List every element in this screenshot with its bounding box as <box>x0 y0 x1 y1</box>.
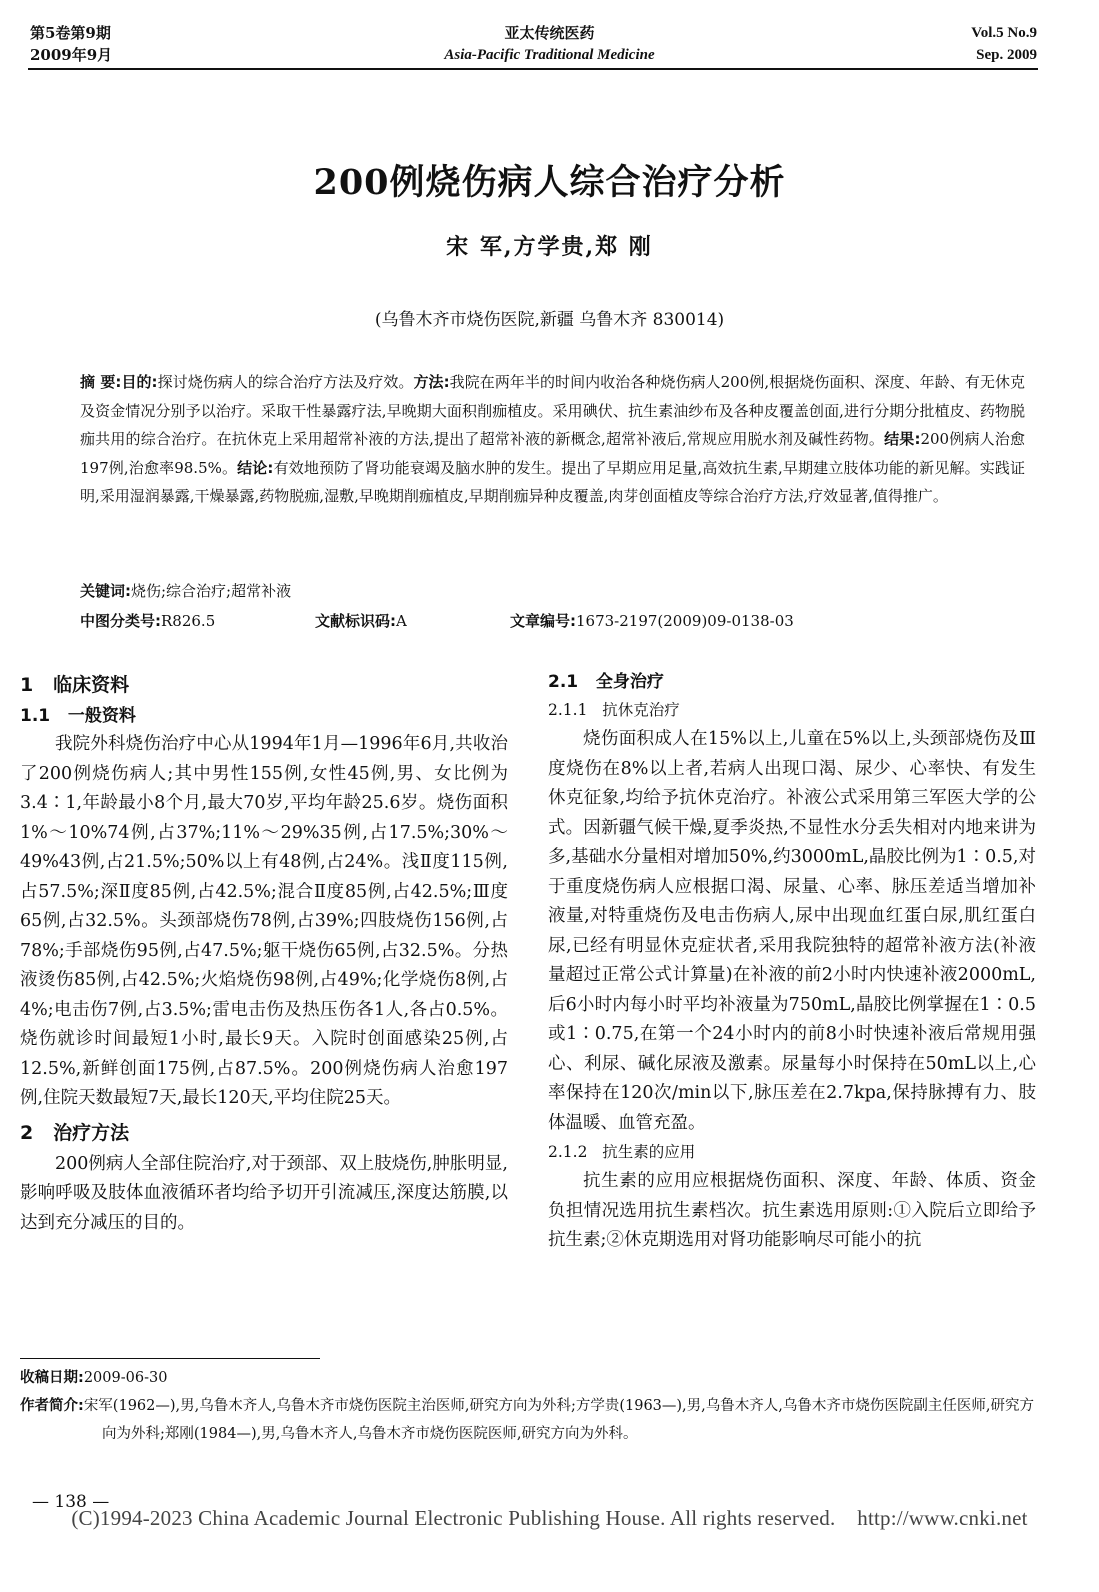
volume-issue: 第5卷第9期 <box>30 24 111 42</box>
doc-code-value: A <box>396 612 407 630</box>
issue-date-en: Sep. 2009 <box>976 47 1037 63</box>
section-2-heading: 2 治疗方法 <box>20 1121 130 1144</box>
section-1-1-text: 我院外科烧伤治疗中心从1994年1月—1996年6月,共收治了200例烧伤病人;其中男性155例,女性45例,男、女比例为3.4∶1,年龄最小8个月,最大70岁,平均年龄25.6岁。烧伤面积1%～10%74例,占37%;11%～29%35例,占17.5%;30%～49%43例,占21.5%;50%以上有48例,占24%。浅Ⅱ度115例,占57.5%;深Ⅱ度85例,占42.5%;混合Ⅱ度85例,占42.5%;Ⅲ度65例,占32.5%。头颈部烧伤78例,占39%;四肢烧伤156例,占78%;手部烧伤95例,占47.5%;躯干烧伤65例,占32.5%。分热液烫伤85例,占42.5%;火焰烧伤98例,占49%;化学烧伤8例,占4%;电击伤7例,占3.5%;雷电击伤及热压伤各1人,各占0.5%。烧伤就诊时间最短1小时,最长9天。入院时创面感染25例,占12.5%,新鲜创面175例,占87.5%。200例烧伤病人治愈197例,住院天数最短7天,最长120天,平均住院25天。 <box>20 734 508 1108</box>
doc-code-label: 文献标识码: <box>315 612 396 630</box>
article-title: 200例烧伤病人综合治疗分析 <box>313 162 786 203</box>
section-2-1-2-heading: 2.1.2 抗生素的应用 <box>548 1143 696 1161</box>
running-header-right <box>971 22 1037 66</box>
page-number: — 138 — <box>32 1492 110 1512</box>
section-2-text: 200例病人全部住院治疗,对于颈部、双上肢烧伤,肿胀明显,影响呼吸及肢体血液循环者均给予切开引流减压,深度达筋膜,以达到充分减压的目的。 <box>20 1153 508 1233</box>
results-label: 结果: <box>884 430 921 448</box>
author-bio-text: 宋军(1962—),男,乌鲁木齐人,乌鲁木齐市烧伤医院主治医师,研究方向为外科;方学贵(1963—),男,乌鲁木齐人,乌鲁木齐市烧伤医院副主任医师,研究方向为外科;郑刚(1984—),男,乌鲁木齐人,乌鲁木齐市烧伤医院医师,研究方向为外科。 <box>83 1398 1034 1442</box>
right-column <box>548 668 1036 1256</box>
running-header-center <box>0 22 1099 66</box>
section-2-1-1-text: 烧伤面积成人在15%以上,儿童在5%以上,头颈部烧伤及Ⅲ度烧伤在8%以上者,若病人出现口渴、尿少、心率快、有发生休克征象,均给予抗休克治疗。补液公式采用第三军医大学的公式。因新疆气候干燥,夏季炎热,不显性水分丢失相对内地来讲为多,基础水分量相对增加50%,约3000mL,晶胶比例为1∶0.5,对于重度烧伤病人应根据口渴、尿量、心率、脉压差适当增加补液量,对特重烧伤及电击伤病人,尿中出现血红蛋白尿,肌红蛋白尿,已经有明显休克症状者,采用我院独特的超常补液方法(补液量超过正常公式计算量)在补液的前2小时内快速补液2000mL,后6小时内每小时平均补液量为750mL,晶胶比例掌握在1∶0.5或1∶0.75,在第一个24小时内的前8小时快速补液后常规用强心、利尿、碱化尿液及激素。尿量每小时保持在50mL以上,心率保持在120次/min以下,脉压差在2.7kpa,保持脉搏有力、肢体温暖、血管充盈。 <box>548 729 1036 1133</box>
clc-label: 中图分类号: <box>80 612 161 630</box>
abstract-label: 摘 要: <box>80 373 122 391</box>
received-value: 2009-06-30 <box>83 1370 168 1386</box>
methods-text: 我院在两年半的时间内收治各种烧伤病人200例,根据烧伤面积、深度、年龄、有无休克及资金情况分别予以治疗。采取干性暴露疗法,早晚期大面积削痂植皮。采用碘伏、抗生素油纱布及各种皮覆盖创面,进行分期分批植皮、药物脱痂共用的综合治疗。在抗休克上采用超常补液的方法,提出了超常补液的新概念,超常补液后,常规应用脱水剂及碱性药物。 <box>80 373 1025 448</box>
conclusion-text: 有效地预防了肾功能衰竭及脑水肿的发生。提出了早期应用足量,高效抗生素,早期建立肢体功能的新见解。实践证明,采用湿润暴露,干燥暴露,药物脱痂,湿敷,早晚期削痂植皮,早期削痂异种皮覆盖,肉芽创面植皮等综合治疗方法,疗效显著,值得推广。 <box>80 458 1025 505</box>
conclusion-label: 结论: <box>237 458 274 477</box>
received-date <box>20 1364 1040 1392</box>
objective-text: 探讨烧伤病人的综合治疗方法及疗效。 <box>157 373 414 391</box>
clc-number <box>80 607 215 635</box>
article-number-label: 文章编号: <box>510 612 576 630</box>
author-affiliation: (乌鲁木齐市烧伤医院,新疆 乌鲁木齐 830014) <box>374 310 725 330</box>
section-2-1-heading: 2.1 全身治疗 <box>548 672 664 692</box>
abstract <box>80 368 1025 511</box>
keywords-label: 关键词: <box>80 582 131 600</box>
article-number <box>510 607 794 635</box>
copyright-watermark: (C)1994-2023 China Academic Journal Electronic Publishing House. All rights reserved. http://www.cnki.net <box>71 1506 1028 1530</box>
issue-date: 2009年9月 <box>30 46 113 64</box>
objective-label: 目的: <box>121 373 158 391</box>
section-1-heading: 1 临床资料 <box>20 674 130 696</box>
footnote-rule <box>20 1358 320 1359</box>
author-bio <box>20 1392 1040 1448</box>
left-column <box>20 668 508 1238</box>
document-code <box>315 607 407 635</box>
results-text: 200例病人治愈197例,治愈率98.5%。 <box>80 430 1025 477</box>
keywords-text: 烧伤;综合治疗;超常补液 <box>131 582 292 600</box>
journal-name-cn: 亚太传统医药 <box>504 24 595 42</box>
methods-label: 方法: <box>413 373 450 391</box>
received-label: 收稿日期: <box>20 1370 84 1386</box>
author-bio-label: 作者简介: <box>20 1398 84 1414</box>
article-authors: 宋 军,方学贵,郑 刚 <box>446 234 653 260</box>
section-1-1-heading: 1.1 一般资料 <box>20 706 136 726</box>
section-2-1-1-heading: 2.1.1 抗休克治疗 <box>548 701 680 719</box>
journal-name-en: Asia-Pacific Traditional Medicine <box>444 47 655 63</box>
keywords <box>80 577 1025 605</box>
volume-issue-en: Vol.5 No.9 <box>971 25 1037 41</box>
section-2-1-2-text: 抗生素的应用应根据烧伤面积、深度、年龄、体质、资金负担情况选用抗生素档次。抗生素选用原则:①入院后立即给予抗生素;②休克期选用对肾功能影响尽可能小的抗 <box>548 1171 1036 1250</box>
article-number-value: 1673-2197(2009)09-0138-03 <box>576 612 794 630</box>
footnote <box>20 1364 1040 1448</box>
header-rule <box>28 68 1038 70</box>
clc-value: R826.5 <box>161 612 216 630</box>
